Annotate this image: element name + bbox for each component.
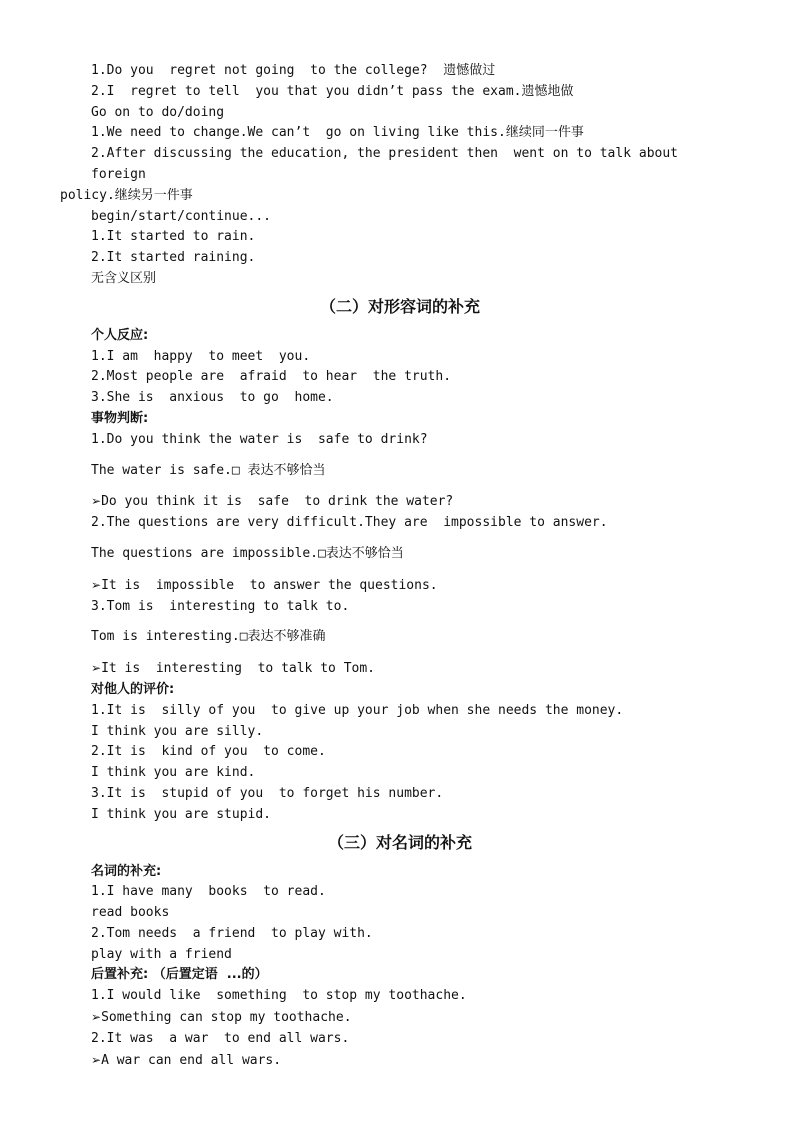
arrow-icon: ➢ [91, 494, 102, 509]
subheading-noun-complement: 名词的补充: [91, 863, 162, 879]
section-heading-adjective: （二）对形容词的补充 [319, 296, 480, 316]
text-line: 1.I have many books to read. [91, 884, 326, 900]
text-line: 1.It is silly of you to give up your job when she needs the money. [91, 702, 624, 718]
subheading-personal-reaction: 个人反应: [91, 327, 149, 343]
arrow-icon: ➢ [91, 1010, 102, 1025]
text-line: 1.We need to change.We can’t go on living like this.继续同一件事 [91, 125, 584, 141]
text-line: 2.After discussing the education, the president then went on to talk about foreign [91, 146, 694, 182]
arrow-line-text: A war can end all wars. [101, 1052, 282, 1068]
text-line: Go on to do/doing [91, 104, 225, 120]
text-line: I think you are stupid. [91, 806, 272, 822]
text-line: I think you are kind. [91, 765, 256, 781]
text-line: The water is safe.□ 表达不够恰当 [91, 462, 326, 478]
text-line: 3.She is anxious to go home. [91, 390, 334, 406]
arrow-line [60, 1007, 740, 1029]
text-line: 无含义区别 [91, 270, 157, 286]
document-content [60, 61, 740, 1071]
arrow-line [60, 658, 740, 680]
text-line: I think you are silly. [91, 723, 264, 739]
text-line: begin/start/continue... [91, 208, 272, 224]
text-line: policy.继续另一件事 [60, 187, 193, 203]
text-line: 1.I would like something to stop my toothache. [91, 988, 467, 1004]
text-line: 1.I am happy to meet you. [91, 348, 311, 364]
subheading-evaluation: 对他人的评价: [91, 681, 175, 697]
subheading-postpositive: 后置补充: （后置定语 ...的） [91, 967, 268, 983]
arrow-line-text: It is impossible to answer the questions. [101, 577, 438, 593]
text-line: Tom is interesting.□表达不够准确 [91, 629, 326, 645]
text-line: 1.It started to rain. [91, 229, 256, 245]
arrow-line [60, 491, 740, 513]
text-line: 2.It started raining. [91, 250, 256, 266]
text-line: 2.Tom needs a friend to play with. [91, 925, 373, 941]
arrow-icon: ➢ [91, 577, 102, 592]
text-line: 2.It is kind of you to come. [91, 744, 326, 760]
arrow-line-text: It is interesting to talk to Tom. [101, 661, 375, 677]
text-line: 2.It was a war to end all wars. [91, 1030, 350, 1046]
text-line: The questions are impossible.□表达不够恰当 [91, 545, 404, 561]
text-line: 2.I regret to tell you that you didn’t pass the exam.遗憾地做 [91, 83, 574, 99]
arrow-icon: ➢ [91, 661, 102, 676]
text-line: play with a friend [91, 946, 232, 962]
text-line: 2.Most people are afraid to hear the truth. [91, 369, 452, 385]
text-line: 2.The questions are very difficult.They are impossible to answer. [91, 515, 608, 531]
text-line: 1.Do you regret not going to the college? 遗憾做过 [91, 63, 496, 78]
arrow-line [60, 575, 740, 597]
text-line: read books [91, 905, 170, 921]
text-line: 1.Do you think the water is safe to drink? [91, 431, 428, 447]
text-line: 3.Tom is interesting to talk to. [91, 598, 350, 614]
arrow-icon: ➢ [91, 1052, 102, 1067]
arrow-line [60, 1050, 740, 1072]
text-line: 3.It is stupid of you to forget his number. [91, 785, 444, 801]
subheading-judgment: 事物判断: [91, 410, 149, 426]
section-heading-noun: （三）对名词的补充 [327, 832, 472, 852]
arrow-line-text: Something can stop my toothache. [101, 1010, 352, 1026]
arrow-line-text: Do you think it is safe to drink the water? [101, 494, 454, 510]
